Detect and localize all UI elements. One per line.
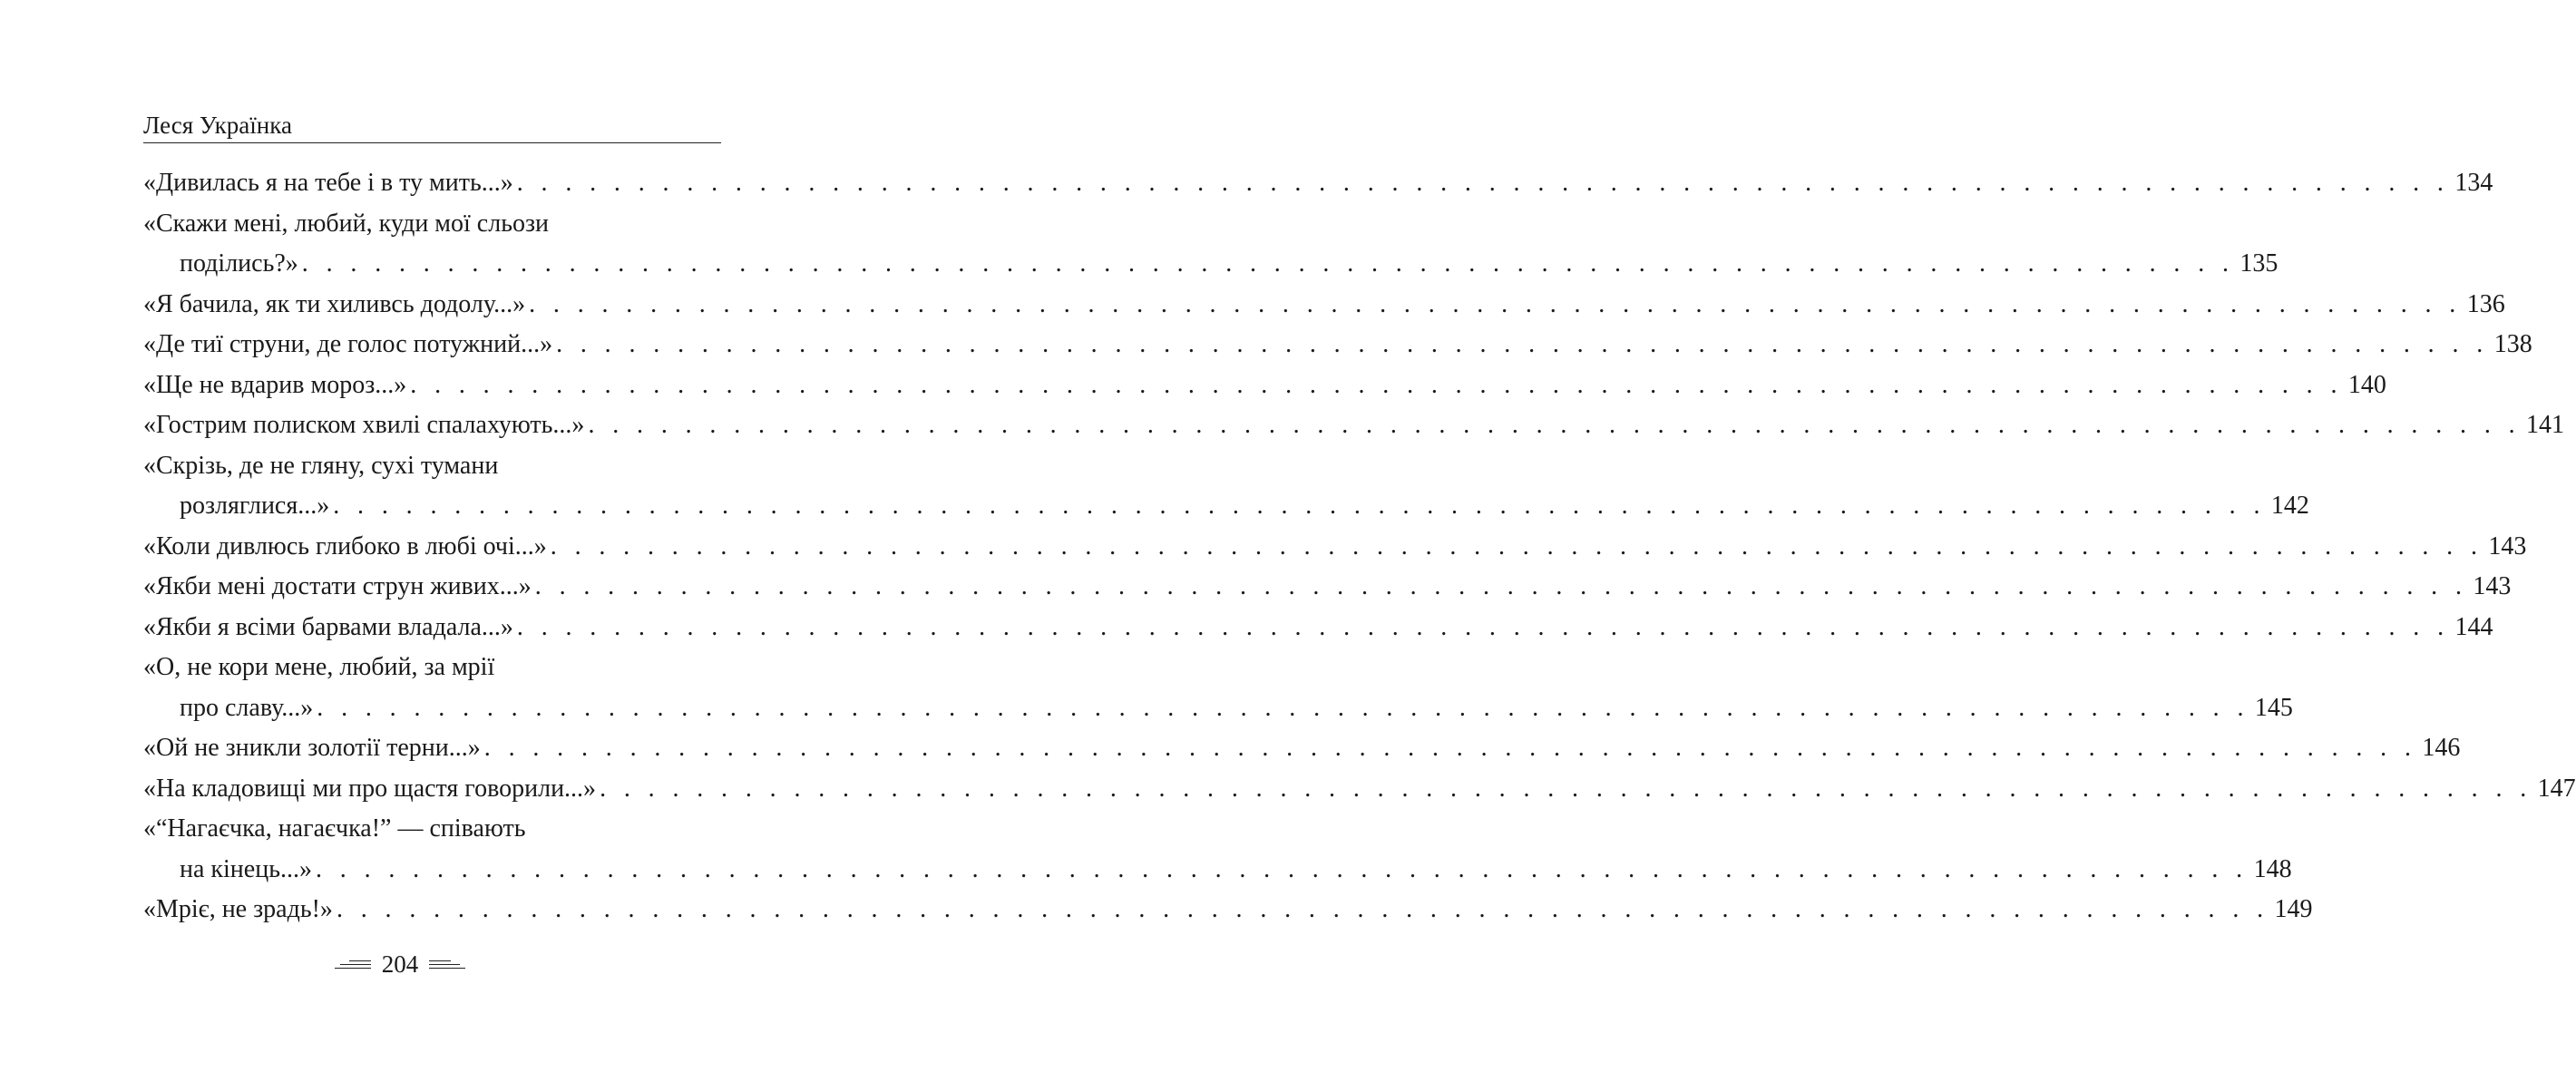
toc-entry-title: «Мріє, не зрадь!» bbox=[143, 895, 333, 923]
toc-entry-page-number: 134 bbox=[2454, 169, 2493, 197]
toc-entry-page-number: 143 bbox=[2473, 572, 2512, 600]
toc-entry-line bbox=[143, 527, 2527, 568]
toc-entry-line bbox=[143, 325, 2532, 365]
toc-entry-line bbox=[143, 608, 2493, 648]
toc-entry-line bbox=[143, 567, 2512, 608]
toc-entry-line bbox=[143, 890, 2313, 931]
dot-leader: . . . . . . . . . . . . . . . . . . . . . . . . . . . . . . . . . . . . . . . . . . . . . . . . . . . . . . . . . . . . . . . . . . . . . . . . . . . . . . . . bbox=[315, 854, 2249, 883]
toc-entry-page-number: 140 bbox=[2347, 370, 2386, 399]
dot-leader: . . . . . . . . . . . . . . . . . . . . . . . . . . . . . . . . . . . . . . . . . . . . . . . . . . . . . . . . . . . . . . . . . . . . . . . . . . . . . . . . bbox=[516, 612, 2450, 641]
dot-leader: . . . . . . . . . . . . . . . . . . . . . . . . . . . . . . . . . . . . . . . . . . . . . . . . . . . . . . . . . . . . . . . . . . . . . . . . . . . . . . . . bbox=[516, 169, 2450, 197]
toc-entry-page-number: 143 bbox=[2488, 531, 2527, 560]
toc-entry-line bbox=[143, 486, 2309, 527]
toc-entry-page-number: 147 bbox=[2537, 774, 2576, 803]
toc-entry-line bbox=[143, 405, 2565, 446]
toc-entry bbox=[143, 608, 2493, 648]
toc-entry bbox=[143, 325, 2532, 365]
toc-entry-title: «Скрізь, де не гляну, сухі тумани bbox=[143, 451, 499, 480]
dot-leader: . . . . . . . . . . . . . . . . . . . . . . . . . . . . . . . . . . . . . . . . . . . . . . . . . . . . . . . . . . . . . . . . . . . . . . . . . . . . . . . . bbox=[336, 895, 2269, 923]
toc-entry-title: «О, не кори мене, любий, за мрії bbox=[143, 653, 495, 681]
dot-leader: . . . . . . . . . . . . . . . . . . . . . . . . . . . . . . . . . . . . . . . . . . . . . . . . . . . . . . . . . . . . . . . . . . . . . . . . . . . . . . . . bbox=[550, 531, 2483, 560]
page-number: 204 bbox=[381, 950, 419, 978]
toc-entry-title: «“Нагаєчка, нагаєчка!” — співають bbox=[143, 814, 526, 843]
dot-leader: . . . . . . . . . . . . . . . . . . . . . . . . . . . . . . . . . . . . . . . . . . . . . . . . . . . . . . . . . . . . . . . . . . . . . . . . . . . . . . . . bbox=[588, 411, 2522, 439]
toc-entry-title-continuation: на кінець...» bbox=[180, 854, 312, 883]
toc-entry-line bbox=[143, 769, 2576, 810]
toc-entry-title: «Я бачила, як ти хиливсь додолу...» bbox=[143, 289, 526, 318]
folio-ornament-left bbox=[335, 958, 371, 971]
toc-entry-title: «Якби я всіми барвами владала...» bbox=[143, 612, 513, 641]
toc-entry-line bbox=[143, 850, 2292, 891]
toc-entry-title-continuation: про славу...» bbox=[180, 693, 314, 722]
dot-leader: . . . . . . . . . . . . . . . . . . . . . . . . . . . . . . . . . . . . . . . . . . . . . . . . . . . . . . . . . . . . . . . . . . . . . . . . . . . . . . . . bbox=[333, 492, 2266, 520]
dot-leader: . . . . . . . . . . . . . . . . . . . . . . . . . . . . . . . . . . . . . . . . . . . . . . . . . . . . . . . . . . . . . . . . . . . . . . . . . . . . . . . . bbox=[534, 572, 2468, 600]
toc-entry-title: «Коли дивлюсь глибоко в любі очі...» bbox=[143, 531, 547, 560]
toc-entry-page-number: 145 bbox=[2254, 693, 2293, 722]
toc-entry-title: «Ой не зникли золотії терни...» bbox=[143, 734, 481, 762]
dot-leader: . . . . . . . . . . . . . . . . . . . . . . . . . . . . . . . . . . . . . . . . . . . . . . . . . . . . . . . . . . . . . . . . . . . . . . . . . . . . . . . . bbox=[301, 249, 2235, 278]
toc-entry-page-number: 136 bbox=[2466, 289, 2505, 318]
toc-entry bbox=[143, 446, 2309, 527]
dot-leader: . . . . . . . . . . . . . . . . . . . . . . . . . . . . . . . . . . . . . . . . . . . . . . . . . . . . . . . . . . . . . . . . . . . . . . . . . . . . . . . . bbox=[317, 693, 2249, 722]
toc-entry-title: «Скажи мені, любий, куди мої сльози bbox=[143, 209, 550, 238]
toc-entry bbox=[143, 809, 2292, 890]
dot-leader: . . . . . . . . . . . . . . . . . . . . . . . . . . . . . . . . . . . . . . . . . . . . . . . . . . . . . . . . . . . . . . . . . . . . . . . . . . . . . . . . bbox=[556, 330, 2489, 358]
toc-entry-line bbox=[143, 688, 2293, 729]
toc-entry-title: «Ще не вдарив мороз...» bbox=[143, 370, 407, 399]
toc-entry-title: «Де тиї струни, де голос потужний...» bbox=[143, 330, 553, 358]
toc-entry-title: «На кладовищі ми про щастя говорили...» bbox=[143, 774, 597, 803]
toc-entry-line bbox=[143, 285, 2505, 326]
toc-entry bbox=[143, 204, 2278, 285]
toc-entry bbox=[143, 365, 2386, 406]
toc-entry-title-continuation: поділись?» bbox=[180, 249, 298, 278]
toc-entry-page-number: 144 bbox=[2454, 612, 2493, 641]
toc-entry bbox=[143, 648, 2293, 728]
toc-entry-line bbox=[143, 365, 2386, 406]
toc-entry bbox=[143, 769, 2576, 810]
toc-entry bbox=[143, 163, 2493, 204]
toc-entry-title-continuation: розляглися...» bbox=[180, 492, 330, 520]
toc-entry-line bbox=[143, 244, 2278, 285]
toc-entry-title: «Якби мені достати струн живих...» bbox=[143, 572, 532, 600]
toc-entry-title: «Дивилась я на тебе і в ту мить...» bbox=[143, 169, 513, 197]
toc-entry bbox=[143, 890, 2313, 931]
toc-entry-line bbox=[143, 204, 721, 245]
toc-entry-page-number: 135 bbox=[2239, 249, 2278, 278]
dot-leader: . . . . . . . . . . . . . . . . . . . . . . . . . . . . . . . . . . . . . . . . . . . . . . . . . . . . . . . . . . . . . . . . . . . . . . . . . . . . . . . . bbox=[410, 370, 2343, 399]
toc-entry bbox=[143, 405, 2565, 446]
toc-entry-page-number: 142 bbox=[2270, 492, 2309, 520]
toc-entry-page-number: 138 bbox=[2493, 330, 2532, 358]
toc-entry-title: «Гострим полиском хвилі спалахують...» bbox=[143, 411, 585, 439]
toc-entry-line bbox=[143, 446, 721, 487]
toc-entry bbox=[143, 527, 2527, 568]
toc-entry-page-number: 146 bbox=[2422, 734, 2461, 762]
dot-leader: . . . . . . . . . . . . . . . . . . . . . . . . . . . . . . . . . . . . . . . . . . . . . . . . . . . . . . . . . . . . . . . . . . . . . . . . . . . . . . . . bbox=[483, 734, 2417, 762]
dot-leader: . . . . . . . . . . . . . . . . . . . . . . . . . . . . . . . . . . . . . . . . . . . . . . . . . . . . . . . . . . . . . . . . . . . . . . . . . . . . . . . . bbox=[600, 774, 2532, 803]
toc-entry-line bbox=[143, 163, 2493, 204]
toc-entry-line bbox=[143, 728, 2461, 769]
toc-entry bbox=[143, 285, 2505, 326]
toc-entry-page-number: 148 bbox=[2253, 854, 2292, 883]
folio-ornament-right bbox=[429, 958, 465, 971]
toc-entry-page-number: 149 bbox=[2274, 895, 2313, 923]
running-head: Леся Українка bbox=[143, 112, 292, 139]
toc-list bbox=[143, 163, 2576, 931]
head-rule bbox=[143, 142, 721, 143]
toc-entry-line bbox=[143, 648, 721, 688]
toc-entry bbox=[143, 567, 2512, 608]
dot-leader: . . . . . . . . . . . . . . . . . . . . . . . . . . . . . . . . . . . . . . . . . . . . . . . . . . . . . . . . . . . . . . . . . . . . . . . . . . . . . . . . bbox=[529, 289, 2462, 318]
toc-entry bbox=[143, 728, 2461, 769]
toc-entry-page-number: 141 bbox=[2526, 411, 2565, 439]
page-folio bbox=[0, 950, 800, 979]
toc-entry-line bbox=[143, 809, 721, 850]
